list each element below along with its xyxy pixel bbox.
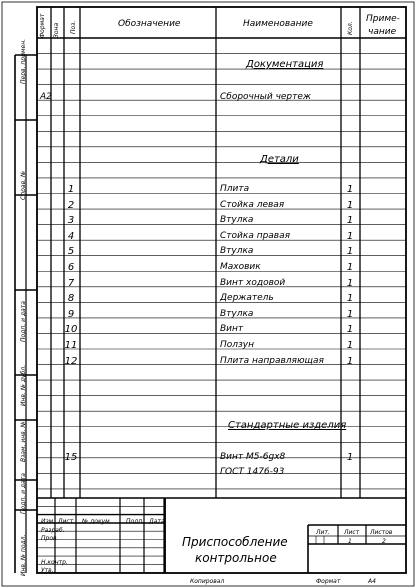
part-qty: 1: [346, 355, 354, 367]
tb-list: Лист: [58, 518, 74, 525]
standard-item-qty: 1: [346, 452, 354, 463]
footer-format-value: А4: [368, 578, 376, 585]
assembly-drawing: Сборочный чертеж: [220, 92, 312, 102]
tb-sheets-value: 2: [382, 538, 386, 545]
side-label-ref-no: Справ. №: [20, 170, 27, 200]
header-pos: Поз.: [70, 20, 77, 34]
part-name: Винт: [220, 324, 244, 335]
footer-copied: Копировал: [190, 578, 225, 585]
header-qty: Кол.: [347, 21, 354, 35]
part-pos: 2: [67, 199, 75, 211]
side-label-sign-date-1: Подп. и дата: [20, 301, 27, 342]
side-label-inv-dup: Инв. № дубл.: [20, 364, 27, 406]
part-qty: 1: [346, 199, 354, 211]
tb-razrab: Разраб.: [41, 527, 65, 534]
part-pos: 4: [67, 230, 75, 242]
side-label-sign-date-2: Подп. и дата: [20, 473, 27, 514]
part-qty: 1: [346, 293, 354, 305]
footer-format: Формат: [316, 578, 341, 585]
part-name: Плита направляющая: [220, 355, 324, 366]
header-zone: Зона: [53, 22, 60, 38]
part-pos: 7: [67, 277, 75, 289]
tb-sheet-value: 1: [348, 538, 352, 545]
side-label-first-use: Перв. примен.: [20, 38, 27, 84]
tb-date: Дата: [149, 518, 165, 525]
part-pos: 9: [67, 308, 75, 320]
part-name: Стойка правая: [220, 230, 291, 241]
part-qty: 1: [346, 277, 354, 289]
section-standard: Стандартные изделия: [228, 420, 347, 431]
section-documentation: Документация: [246, 59, 324, 70]
tb-title-line1: Приспособление: [182, 535, 288, 549]
part-pos: 6: [67, 262, 75, 273]
part-qty: 1: [346, 184, 354, 195]
part-pos: 1: [67, 184, 75, 195]
tb-utv: Утв.: [41, 567, 54, 574]
part-name: Плита: [220, 184, 250, 194]
part-pos: 8: [67, 293, 75, 305]
part-name: Винт ходовой: [220, 277, 286, 288]
standard-item-pos: 15: [64, 452, 78, 463]
tb-sheet: Лист: [344, 529, 360, 536]
header-format: Формат: [39, 13, 46, 38]
side-label-inv-orig: Инв. № подл.: [20, 534, 27, 576]
part-name: Втулка: [220, 246, 254, 257]
tb-sheets: Листов: [370, 529, 393, 536]
tb-sign: Подп.: [126, 518, 145, 525]
part-qty: 1: [346, 324, 354, 336]
section-parts: Детали: [260, 154, 299, 165]
part-name: Втулка: [220, 308, 254, 319]
tb-lit: Лит.: [316, 529, 330, 536]
header-note-line1: Приме-: [366, 14, 400, 24]
side-label-replace-inv: Взам. инв. №: [20, 421, 27, 462]
part-pos: 5: [67, 246, 75, 258]
part-qty: 1: [346, 262, 354, 273]
part-pos: 10: [64, 324, 78, 336]
tb-izm: Изм.: [41, 518, 56, 525]
header-designation: Обозначение: [118, 19, 181, 29]
tb-title-line2: контрольное: [195, 551, 277, 565]
part-pos: 11: [64, 340, 78, 351]
part-qty: 1: [346, 230, 354, 242]
tb-prov: Пров.: [41, 535, 59, 542]
header-note-line2: чание: [368, 27, 397, 37]
part-name: Стойка левая: [220, 199, 285, 210]
part-qty: 1: [346, 340, 354, 351]
part-qty: 1: [346, 246, 354, 258]
part-qty: 1: [346, 215, 354, 227]
standard-item-name: Винт М5-6gх8: [220, 452, 286, 462]
standard-item-gost: ГОСТ 1476-93: [220, 467, 285, 477]
assembly-format: А2: [40, 92, 52, 102]
part-name: Маховик: [220, 262, 261, 272]
part-name: Держатель: [220, 293, 274, 304]
part-pos: 12: [64, 355, 78, 367]
tb-doc-no: № докум.: [82, 518, 112, 525]
part-name: Ползун: [220, 340, 255, 350]
part-name: Втулка: [220, 215, 254, 226]
tb-n-kontr: Н.контр.: [41, 559, 68, 566]
header-name: Наименование: [243, 19, 313, 29]
part-qty: 1: [346, 308, 354, 320]
part-pos: 3: [67, 215, 75, 227]
